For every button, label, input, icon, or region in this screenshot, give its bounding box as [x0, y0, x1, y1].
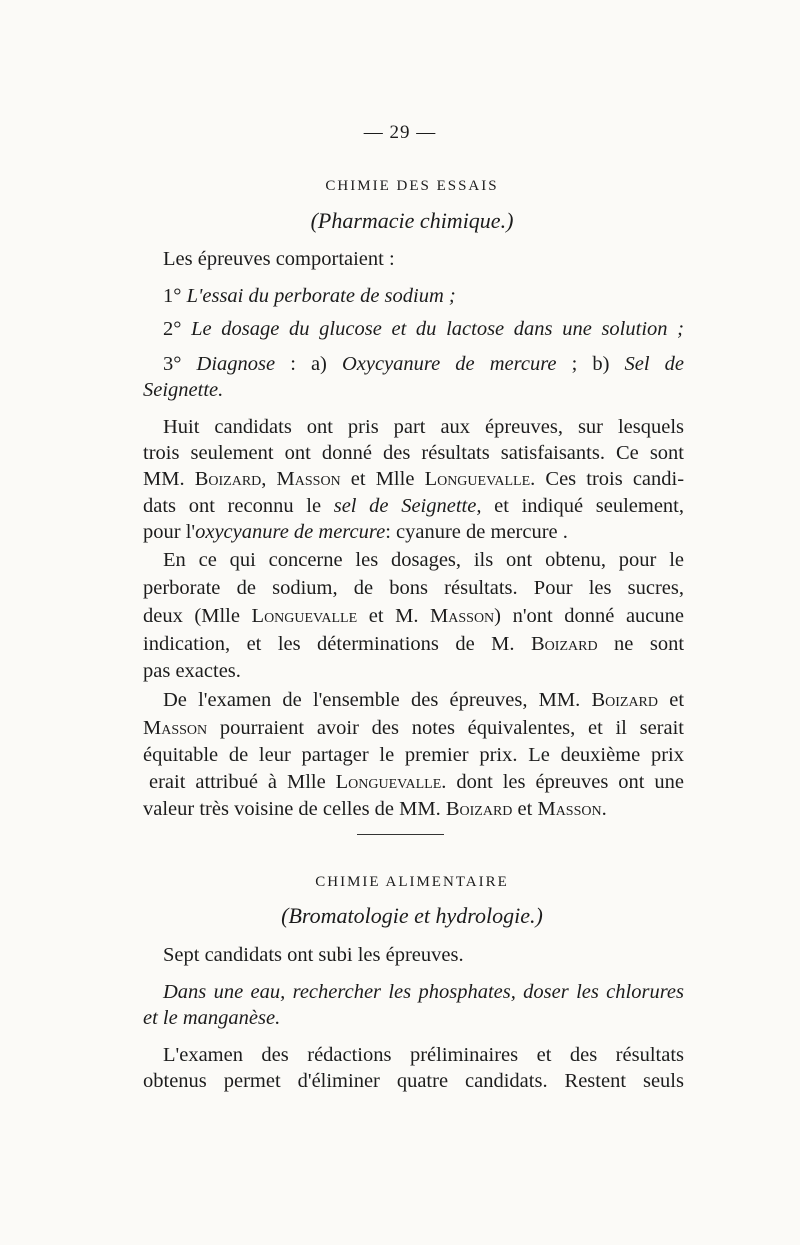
section-title-chimie-des-essais: CHIMIE DES ESSAIS — [325, 178, 499, 194]
name-boizard: Boizard — [194, 468, 262, 490]
name-boizard: Boizard — [445, 798, 513, 820]
name-longuevalle: Longuevalle — [424, 468, 531, 490]
name-masson: Masson — [276, 468, 341, 490]
name-boizard: Boizard — [591, 689, 659, 711]
text-span: , — [261, 468, 267, 490]
paragraph-line — [143, 520, 684, 544]
list-item-text: Sel de — [624, 353, 685, 375]
text-span: valeur très voisine de celles de MM. — [143, 798, 441, 820]
text-span: sel de Seignette, — [333, 495, 482, 517]
list-item-2 — [163, 317, 684, 341]
text-span: deux (Mlle — [143, 605, 240, 627]
text-span: et indiqué seulement, — [494, 495, 685, 517]
text-span: . Ces trois candi- — [530, 468, 685, 490]
paragraph-line: pas exactes. — [143, 660, 241, 682]
list-item-text: ; b) — [571, 353, 610, 375]
text-span: De l'examen de l'ensemble des épreuves, MM. — [163, 689, 581, 711]
name-masson: Masson — [143, 717, 208, 739]
paragraph-line: Sept candidats ont subi les épreuves. — [163, 944, 464, 966]
text-span: oxycyanure de mercure — [195, 521, 386, 543]
paragraph-line — [143, 716, 684, 740]
page-number: — 29 — — [363, 122, 437, 143]
paragraph-intro: Les épreuves comportaient : — [163, 248, 395, 270]
section-subtitle-bromatologie: (Bromatologie et hydrologie.) — [281, 903, 543, 928]
text-span: dats ont reconnu le — [143, 495, 322, 517]
list-item-number: 2° — [163, 318, 182, 340]
paragraph-line: L'examen des rédactions préliminaires et des résultats — [163, 1044, 684, 1066]
paragraph-line: trois seulement ont donné des résultats satisfaisants. Ce sont — [143, 442, 684, 464]
text-span: ne sont — [614, 633, 685, 655]
name-longuevalle: Longuevalle — [251, 605, 358, 627]
paragraph-line: équitable de leur partager le premier prix. Le deuxième prix — [143, 744, 684, 766]
text-span: et Mlle — [350, 468, 415, 490]
list-item-3-continuation: Seignette. — [143, 379, 224, 401]
list-item-number: 1° — [163, 285, 182, 307]
name-masson: Masson — [537, 798, 602, 820]
paragraph-line: perborate de sodium, de bons résultats. Pour les sucres, — [143, 577, 684, 599]
text-span: erait attribué à Mlle — [149, 771, 326, 793]
paragraph-line: obtenus permet d'éliminer quatre candidats. Restent seuls — [143, 1070, 684, 1092]
paragraph-line: et le manganèse. — [143, 1007, 281, 1029]
paragraph-line — [149, 770, 684, 794]
list-item-3 — [163, 352, 684, 376]
list-item-text: Oxycyanure de mercure — [341, 353, 557, 375]
text-span: et M. — [368, 605, 419, 627]
text-span: indication, et les déterminations de M. — [143, 633, 515, 655]
paragraph-line — [143, 797, 684, 821]
name-boizard: Boizard — [531, 633, 598, 655]
list-item-text: L'essai du perborate de sodium ; — [186, 285, 456, 307]
text-span: pour l' — [143, 521, 196, 543]
list-item-text: Diagnose — [196, 353, 276, 375]
list-item-1 — [163, 284, 684, 308]
section-divider — [357, 834, 444, 835]
list-item-text: : a) — [290, 353, 327, 375]
section-title-chimie-alimentaire: CHIMIE ALIMENTAIRE — [315, 874, 509, 890]
text-span: et — [669, 689, 685, 711]
paragraph-line: En ce qui concerne les dosages, ils ont obtenu, pour le — [163, 549, 684, 571]
paragraph-line — [163, 688, 684, 712]
text-span: . — [601, 798, 607, 820]
text-span: ) n'ont donné aucune — [494, 605, 684, 627]
text-span: : cyanure de mercure . — [385, 521, 568, 543]
paragraph-line — [143, 467, 684, 491]
list-item-number: 3° — [163, 353, 182, 375]
paragraph-line — [143, 632, 684, 656]
paragraph-line: Huit candidats ont pris part aux épreuves, sur lesquels — [163, 416, 684, 438]
text-span: MM. — [143, 468, 185, 490]
list-item-text: Le dosage du glucose et du lactose dans une solution ; — [191, 318, 685, 340]
name-longuevalle: Longuevalle — [335, 771, 442, 793]
text-span: pourraient avoir des notes équivalentes, et il serait — [219, 717, 684, 739]
section-subtitle-pharmacie-chimique: (Pharmacie chimique.) — [310, 208, 514, 233]
paragraph-line — [143, 604, 684, 628]
text-span: et — [517, 798, 533, 820]
paragraph-line — [143, 494, 684, 518]
name-masson: Masson — [430, 605, 495, 627]
text-span: . dont les épreuves ont une — [441, 771, 684, 793]
paragraph-line: Dans une eau, rechercher les phosphates, doser les chlorures — [163, 981, 684, 1003]
